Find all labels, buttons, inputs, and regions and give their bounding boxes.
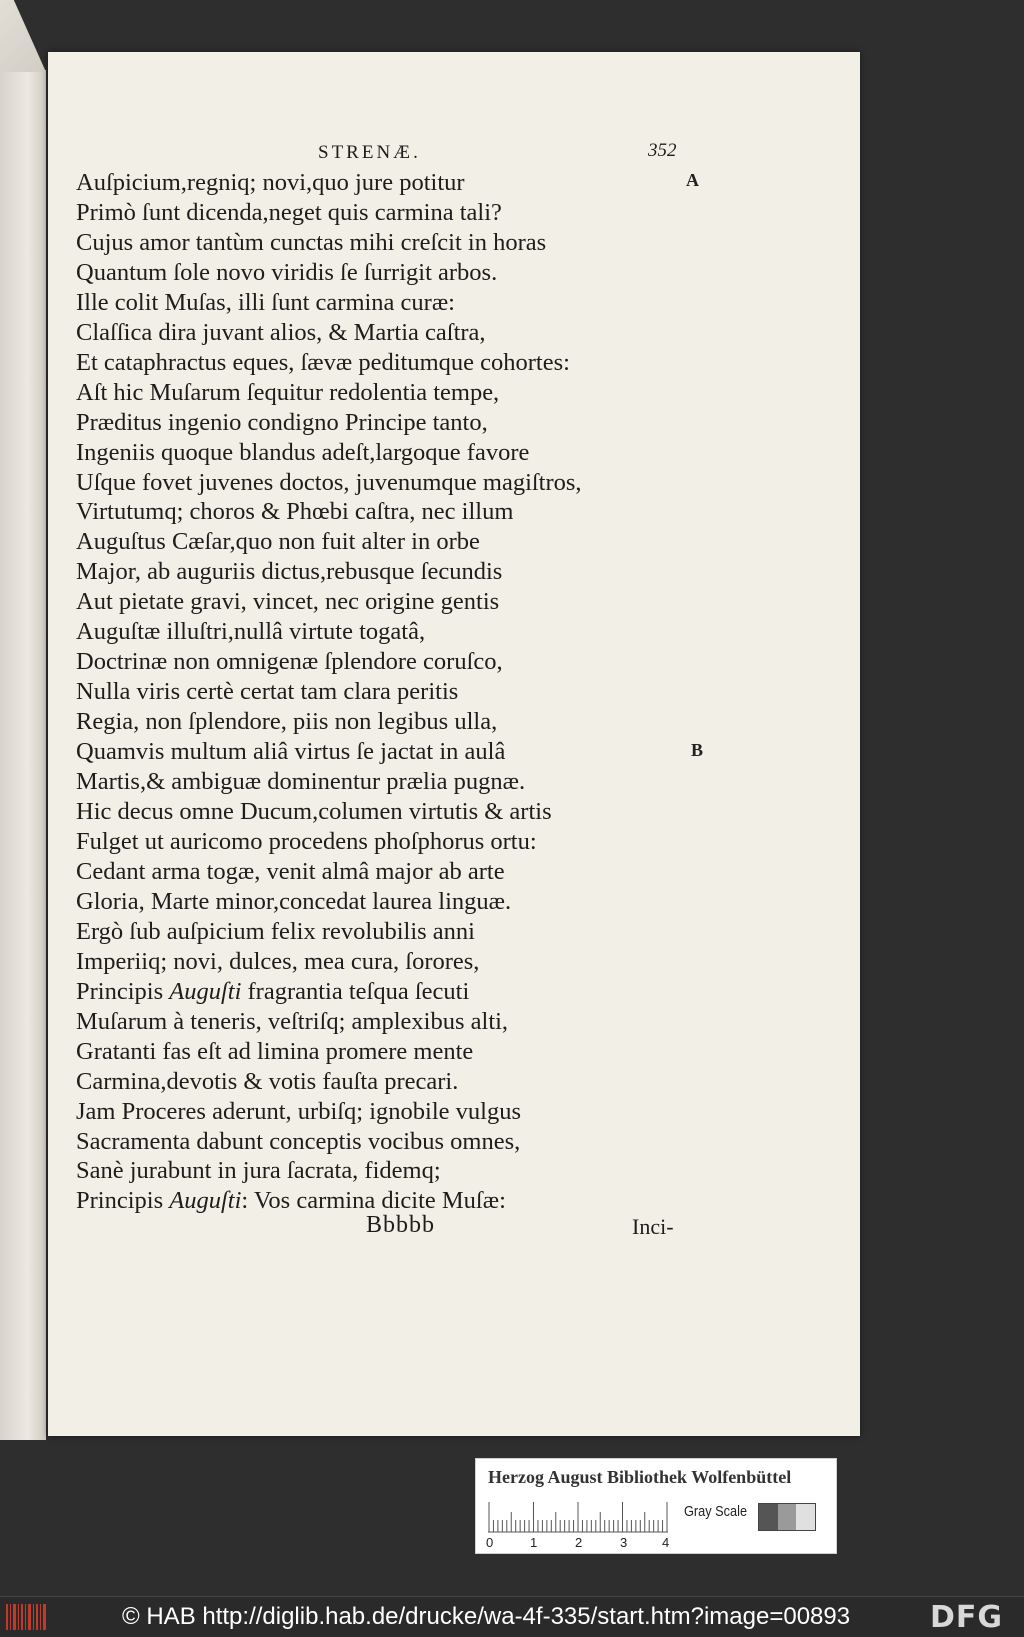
ruler-label: 1 [530,1535,538,1550]
verse-line: Auſpicium,regniq; novi,quo jure potitur [76,169,465,196]
gray-swatch-mid [778,1504,797,1530]
ruler-label: 3 [620,1535,628,1550]
verse-line: Principis Auguſti: Vos carmina dicite Muſæ: [76,1187,506,1215]
verse-line: Doctrinæ non omnigenæ ſplendore coruſco, [76,648,503,676]
verse-line: Uſque fovet juvenes doctos, juvenumque magiſtros, [76,468,582,496]
verse-line: Et cataphractus eques, ſævæ peditumque cohortes: [76,348,570,376]
gray-scale-swatches [758,1503,816,1531]
ruler-label: 4 [662,1535,670,1550]
copyright-link[interactable]: © HAB http://diglib.hab.de/drucke/wa-4f-335/start.htm?image=00893 [122,1603,851,1630]
verse-line: Muſarum à teneris, veſtriſq; amplexibus alti, [76,1007,509,1035]
margin-letter-a: A [686,170,699,190]
margin-letter-b: B [691,740,704,760]
footer-bar [0,1596,1024,1637]
verse-line: Ille colit Muſas, illi ſunt carmina curæ: [76,288,455,316]
ruler-labels [486,1535,686,1553]
previous-page-corner [0,0,46,72]
verse-line: Sanè jurabunt in jura ſacrata, fidemq; [76,1157,441,1185]
verse-line: Fulget ut auricomo procedens phoſphorus ortu: [76,827,537,855]
verse-line: Primò ſunt dicenda,neget quis carmina tali? [76,198,502,226]
color-target [475,1458,837,1554]
verse-line: Jam Proceres aderunt, urbiſq; ignobile vulgus [76,1097,521,1125]
book-page [48,52,860,1436]
verse-line: Principis Auguſti fragrantia teſqua ſecuti [76,977,470,1005]
verse-line: Regia, non ſplendore, piis non legibus ulla, [76,708,498,736]
verse-line: Hic decus omne Ducum,columen virtutis & artis [76,798,552,826]
verse-line: Auguſtæ illuſtri,nullâ virtute togatâ, [76,618,426,646]
signature-mark: Bbbbb [366,1212,436,1238]
gray-swatch-dark [759,1504,778,1530]
ruler-label: 0 [486,1535,494,1550]
verse-line: Auguſtus Cæſar,quo non fuit alter in orbe [76,528,480,556]
previous-page-edge [0,70,46,1440]
verse-line: Martis,& ambiguæ dominentur prælia pugnæ. [76,768,526,796]
verse-line: Præditus ingenio condigno Principe tanto, [76,408,488,436]
ruler-scale [488,1499,670,1533]
verse-line: Sacramenta dabunt conceptis vocibus omnes, [76,1127,521,1155]
verse-line: Aut pietate gravi, vincet, nec origine gentis [76,588,500,616]
catchword: Inci- [632,1214,674,1239]
verse-line: Gratanti fas eſt ad limina promere mente [76,1037,474,1065]
verse-line: Virtutumq; choros & Phœbi caſtra, nec illum [76,498,514,526]
verse-line: Cedant arma togæ, venit almâ major ab arte [76,857,505,885]
verse-line: Major, ab auguriis dictus,rebusque ſecundis [76,558,503,586]
verse-line: Claſſica dira juvant alios, & Martia caſtra, [76,318,486,346]
verse-line: Nulla viris certè certat tam clara peritis [76,678,459,706]
verse-line: Cujus amor tantùm cunctas mihi creſcit in horas [76,228,547,256]
verse-text [76,168,636,1216]
verse-line: Aſt hic Muſarum ſequitur redolentia tempe, [76,378,500,406]
verse-line: Carmina,devotis & votis fauſta precari. [76,1067,459,1095]
dfg-logo: DFG [930,1600,1004,1635]
verse-line: Gloria, Marte minor,concedat laurea linguæ. [76,887,512,915]
verse-line: Ergò ſub auſpicium felix revolubilis anni [76,917,475,945]
verse-line: Ingeniis quoque blandus adeſt,largoque favore [76,438,530,466]
ruler-label: 2 [575,1535,583,1550]
gray-swatch-light [796,1504,815,1530]
barcode-icon [6,1604,46,1630]
target-title: Herzog August Bibliothek Wolfenbüttel [488,1467,792,1487]
verse-line: Quamvis multum aliâ virtus ſe jactat in aulâ [76,738,506,766]
verse-line: Quantum ſole novo viridis ſe ſurrigit arbos. [76,258,498,286]
verse-line: Imperiiq; novi, dulces, mea cura, ſorores, [76,947,480,975]
page-number: 352 [648,140,677,161]
gray-scale-label: Gray Scale [684,1503,748,1520]
running-head: STRENÆ. [318,142,421,163]
